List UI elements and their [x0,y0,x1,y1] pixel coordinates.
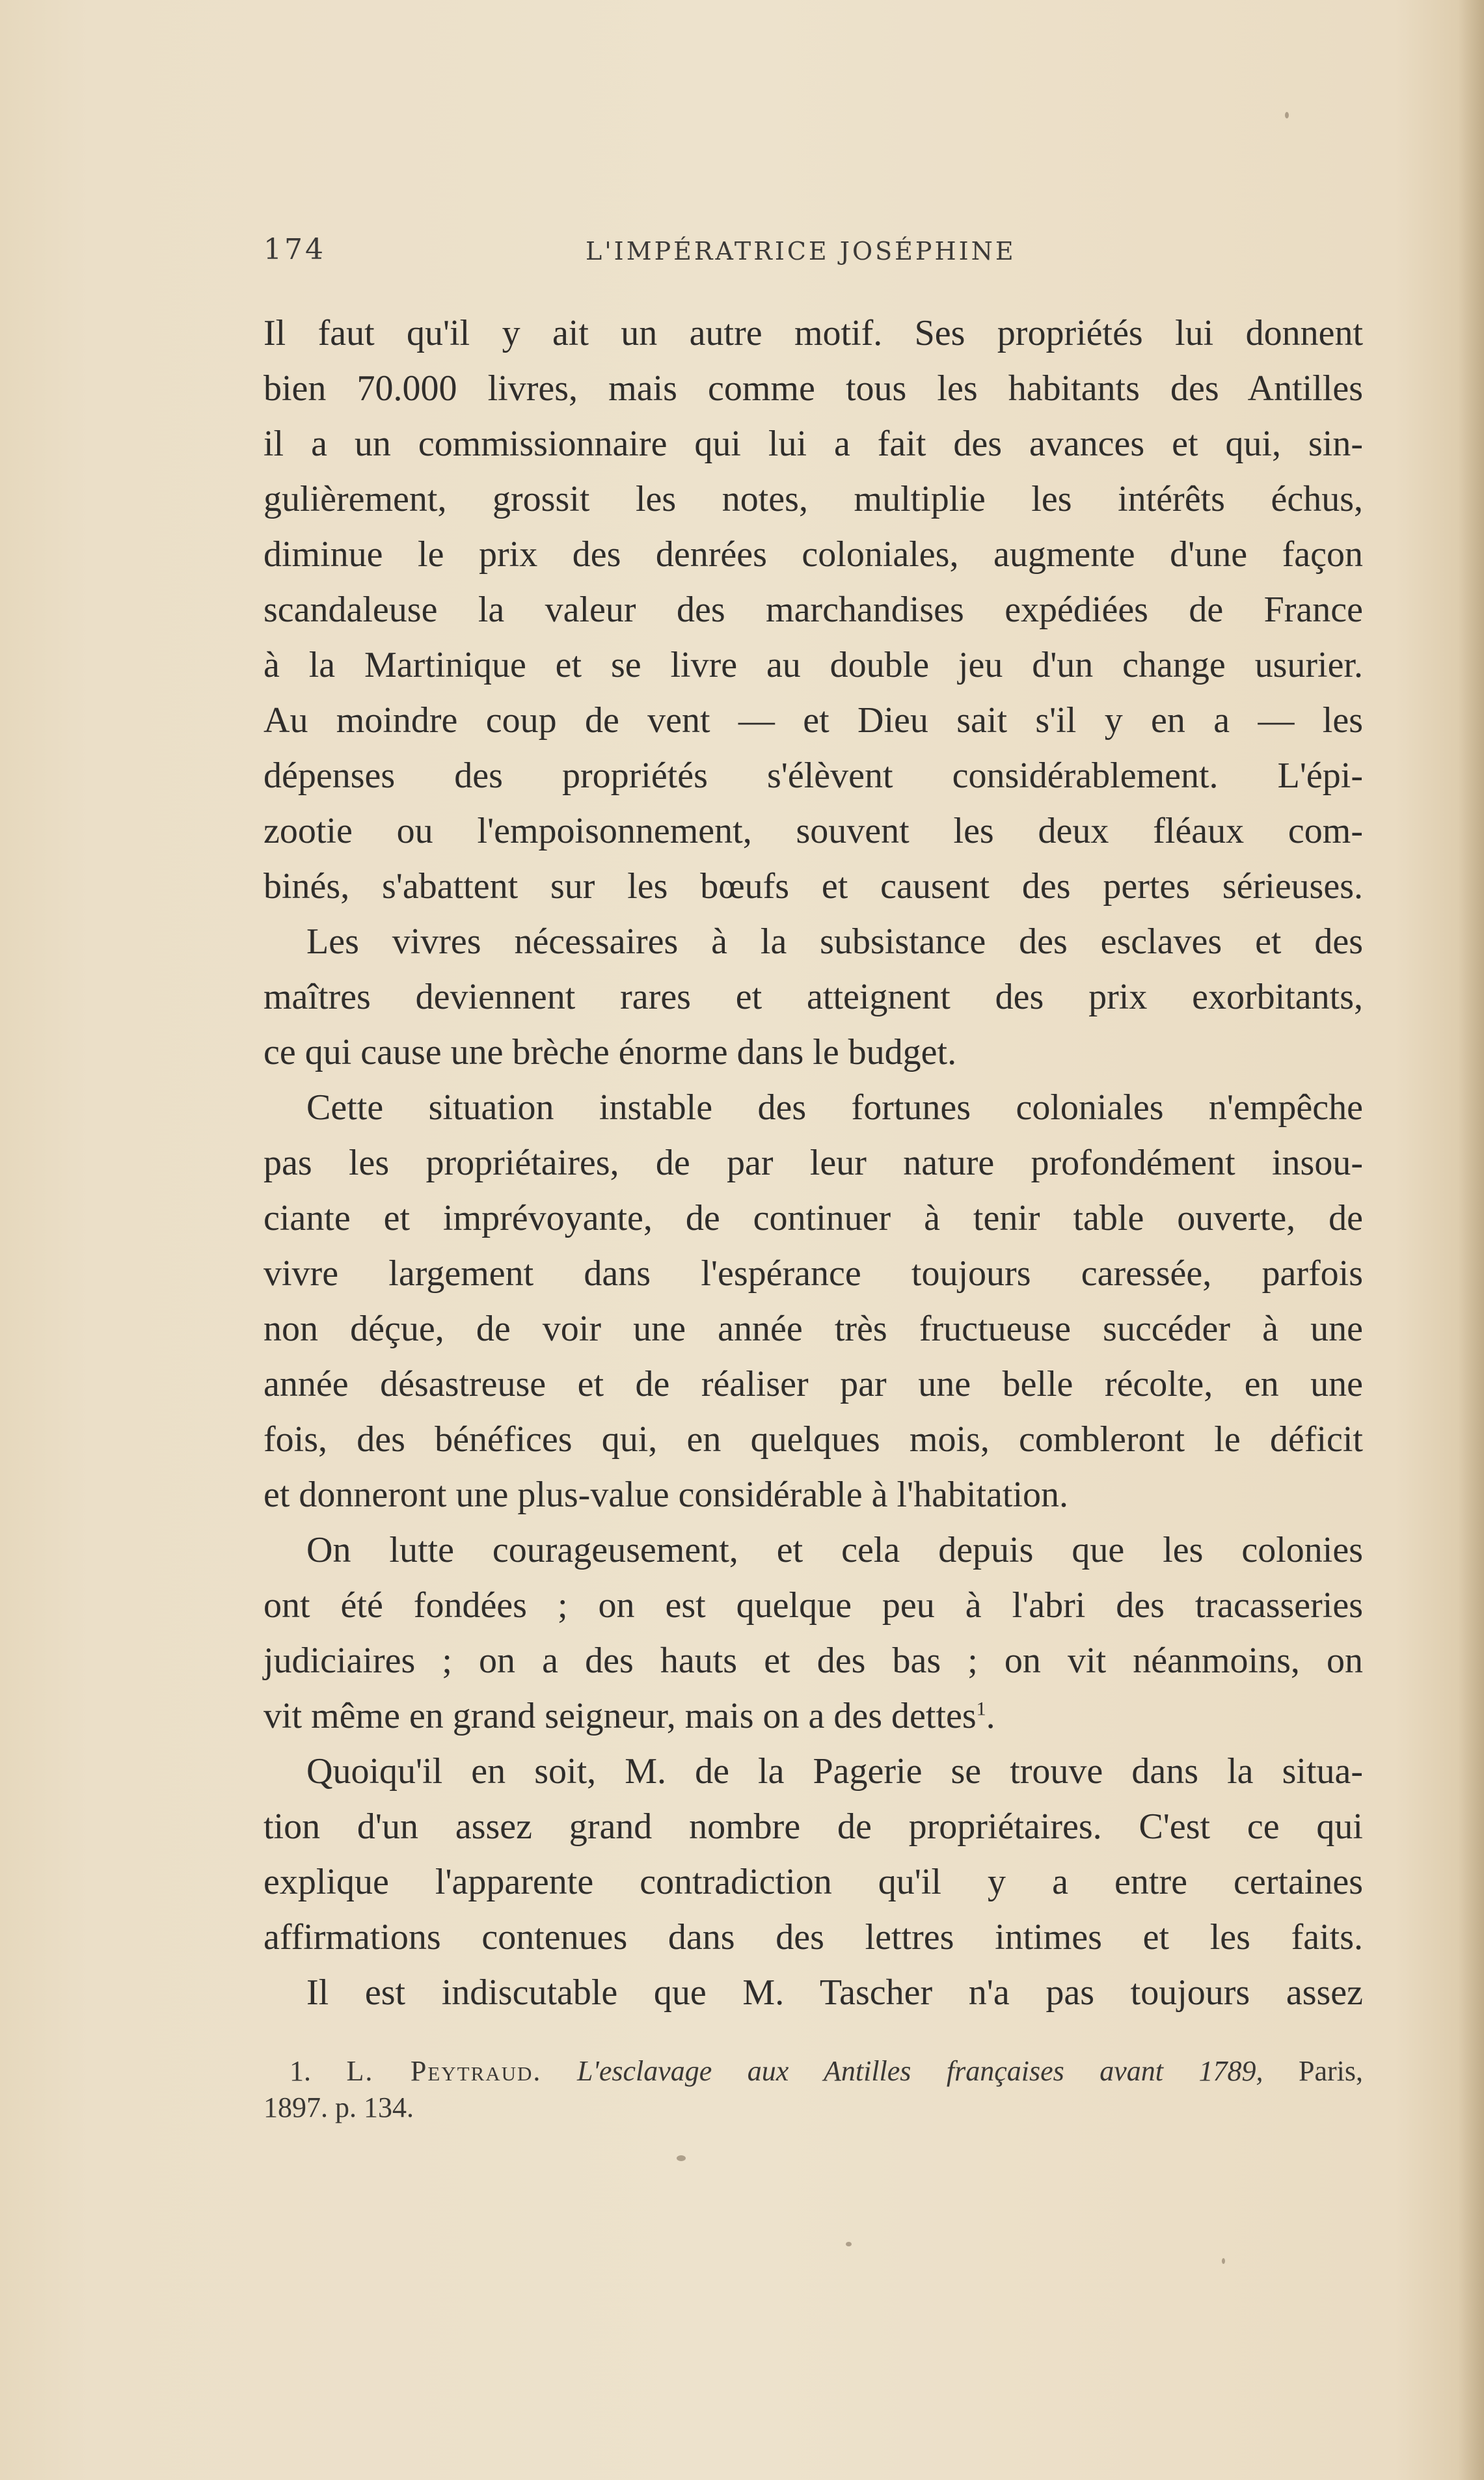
text-line: non déçue, de voir une année très fructueuse succéder à une [263,1309,1363,1349]
text-line: gulièrement, grossit les notes, multiplie les intérêts échus, [263,479,1363,519]
footnote-line [263,2053,1363,2090]
text-line: Il faut qu'il y ait un autre motif. Ses propriétés lui donnent [263,313,1363,353]
footnote-line-2: 1897. p. 134. [263,2092,414,2123]
running-title: L'IMPÉRATRICE JOSÉPHINE [586,237,1016,266]
footnote-number: 1. [290,2055,311,2087]
body-text [263,306,1363,2021]
text-line: vivre largement dans l'espérance toujours caressée, parfois [263,1253,1363,1294]
text-line: ce qui cause une brèche énorme dans le budget. [263,1032,957,1072]
text-line: ciante et imprévoyante, de continuer à tenir table ouverte, de [263,1198,1363,1238]
text-line: Au moindre coup de vent — et Dieu sait s'il y en a — les [263,700,1363,741]
text-line: Quoiqu'il en soit, M. de la Pagerie se trouve dans la situa- [306,1751,1363,1792]
text-line: affirmations contenues dans des lettres intimes et les faits. [263,1917,1363,1957]
text-line: à la Martinique et se livre au double jeu d'un change usurier. [263,645,1363,685]
footnote-title: L'esclavage aux Antilles françaises avant 1789, [576,2055,1263,2087]
footnote-author: L. Peytraud. [346,2055,542,2087]
text-line: tion d'un assez grand nombre de propriétaires. C'est ce qui [263,1806,1363,1847]
text-line: Les vivres nécessaires à la subsistance des esclaves et des [306,921,1363,962]
footnote-reference[interactable]: 1 [976,1698,986,1720]
text-line: pas les propriétaires, de par leur nature profondément insou- [263,1143,1363,1183]
text-line: maîtres deviennent rares et atteignent des prix exorbitants, [263,977,1363,1017]
text-line: et donneront une plus-value considérable à l'habitation. [263,1475,1069,1515]
text-line: il a un commissionnaire qui lui a fait des avances et qui, sin- [263,424,1363,464]
text-line: Il est indiscutable que M. Tascher n'a pas toujours assez [306,1972,1363,2013]
footnote [263,2053,1363,2126]
footnote-place: Paris, [1299,2055,1364,2087]
page-number: 174 [263,233,326,266]
text-line: zootie ou l'empoisonnement, souvent les deux fléaux com- [263,811,1363,851]
text-line: judiciaires ; on a des hauts et des bas ; on vit néanmoins, on [263,1641,1363,1681]
sentence-end: . [986,1696,995,1736]
text-line-content: vit même en grand seigneur, mais on a des dettes [263,1696,977,1736]
text-line: binés, s'abattent sur les bœufs et causent des pertes sérieuses. [263,866,1363,906]
paper-speck [846,2242,852,2246]
page-header [263,233,1363,279]
paper-speck [1222,2258,1225,2264]
text-line: Cette situation instable des fortunes coloniales n'empêche [306,1087,1363,1128]
text-line: dépenses des propriétés s'élèvent considérablement. L'épi- [263,756,1363,796]
text-line: année désastreuse et de réaliser par une belle récolte, en une [263,1364,1363,1404]
text-line: scandaleuse la valeur des marchandises expédiées de France [263,590,1363,630]
paper-speck [677,2155,686,2161]
text-line: On lutte courageusement, et cela depuis que les colonies [306,1530,1363,1570]
paper-speck [1285,112,1289,118]
text-line-with-footnote-ref [263,1689,1363,1744]
text-line: fois, des bénéfices qui, en quelques mois, combleront le déficit [263,1419,1363,1460]
text-line: explique l'apparente contradiction qu'il y a entre certaines [263,1862,1363,1902]
text-line: bien 70.000 livres, mais comme tous les habitants des Antilles [263,368,1363,409]
text-line: ont été fondées ; on est quelque peu à l'abri des tracasseries [263,1585,1363,1626]
page-edge-shadow [1458,0,1484,2480]
text-line: diminue le prix des denrées coloniales, augmente d'une façon [263,534,1363,575]
